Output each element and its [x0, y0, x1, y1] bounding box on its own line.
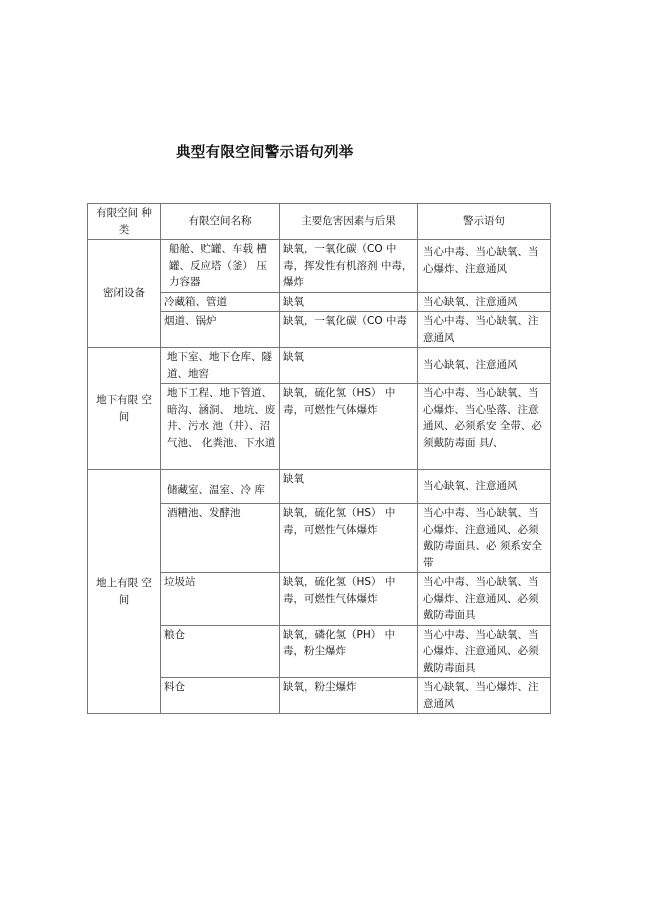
space-name-cell: 粮仓 [161, 625, 280, 678]
hazard-cell: 缺氧 [280, 470, 418, 504]
warning-cell: 当心缺氧、当心爆炸、注意通风 [418, 678, 551, 714]
warning-table [87, 203, 551, 714]
space-name-cell: 储藏室、温室、冷 库 [161, 470, 280, 504]
space-name-cell: 船舱、贮罐、车载 槽罐、反应塔（釜） 压力容器 [161, 240, 280, 293]
header-type: 有限空间 种类 [88, 204, 161, 240]
warning-cell: 当心中毒、当心缺氧、注意通风 [418, 312, 551, 348]
table-row [88, 240, 551, 293]
warning-cell: 当心缺氧、注意通风 [418, 470, 551, 504]
table-row [88, 348, 551, 384]
warning-cell: 当心中毒、当心缺氧、当心爆炸、注意通风 [418, 240, 551, 293]
warning-cell: 当心中毒、当心缺氧、当心爆炸、注意通风、必须戴防毒面具 [418, 625, 551, 678]
hazard-cell: 缺氧，一氧化碳（CO 中毒，挥发性有机溶剂 中毒，爆炸 [280, 240, 418, 293]
hazard-cell: 缺氧，粉尘爆炸 [280, 678, 418, 714]
space-name-cell: 冷藏箱、管道 [161, 292, 280, 312]
warning-cell: 当心缺氧、注意通风 [418, 348, 551, 384]
hazard-cell: 缺氧，磷化氢（PH） 中毒，粉尘爆炸 [280, 625, 418, 678]
table-row [88, 470, 551, 504]
hazard-cell: 缺氧，硫化氢（HS） 中毒，可燃性气体爆炸 [280, 384, 418, 470]
space-name-cell: 料仓 [161, 678, 280, 714]
table-header-row [88, 204, 551, 240]
space-name-cell: 酒糟池、发酵池 [161, 504, 280, 573]
space-type-cell: 地上有限 空间 [88, 470, 161, 714]
hazard-cell: 缺氧 [280, 348, 418, 384]
header-warning: 警示语句 [418, 204, 551, 240]
hazard-cell: 缺氧，一氧化碳（CO 中毒 [280, 312, 418, 348]
header-hazard: 主要危害因素与后果 [280, 204, 418, 240]
space-name-cell: 垃圾站 [161, 573, 280, 626]
warning-cell: 当心缺氧、注意通风 [418, 292, 551, 312]
warning-cell: 当心中毒、当心缺氧、当心爆炸、注意通风、必须戴防毒面具、必 须系安全带 [418, 504, 551, 573]
space-type-cell: 密闭设备 [88, 240, 161, 348]
hazard-cell: 缺氧，硫化氢（HS） 中毒，可燃性气体爆炸 [280, 504, 418, 573]
space-name-cell: 烟道、锅炉 [161, 312, 280, 348]
warning-cell: 当心中毒、当心缺氧、当心爆炸、注意通风、必须戴防毒面具 [418, 573, 551, 626]
header-name: 有限空间名称 [161, 204, 280, 240]
space-name-cell: 地下工程、地下管道、暗沟、涵洞、 地坑、废井、污水 池（井）、沼气池、 化粪池、下水道 [161, 384, 280, 470]
document-title: 典型有限空间警示语句列举 [176, 145, 354, 161]
hazard-cell: 缺氧，硫化氢（HS） 中毒，可燃性气体爆炸 [280, 573, 418, 626]
warning-cell: 当心中毒、当心缺氧、当心爆炸、当心坠落、注意通风、必须系安 全带、必须戴防毒面 具/、 [418, 384, 551, 470]
space-type-cell: 地下有限 空间 [88, 348, 161, 470]
space-name-cell: 地下室、地下仓库、隧道、地窖 [161, 348, 280, 384]
hazard-cell: 缺氧 [280, 292, 418, 312]
